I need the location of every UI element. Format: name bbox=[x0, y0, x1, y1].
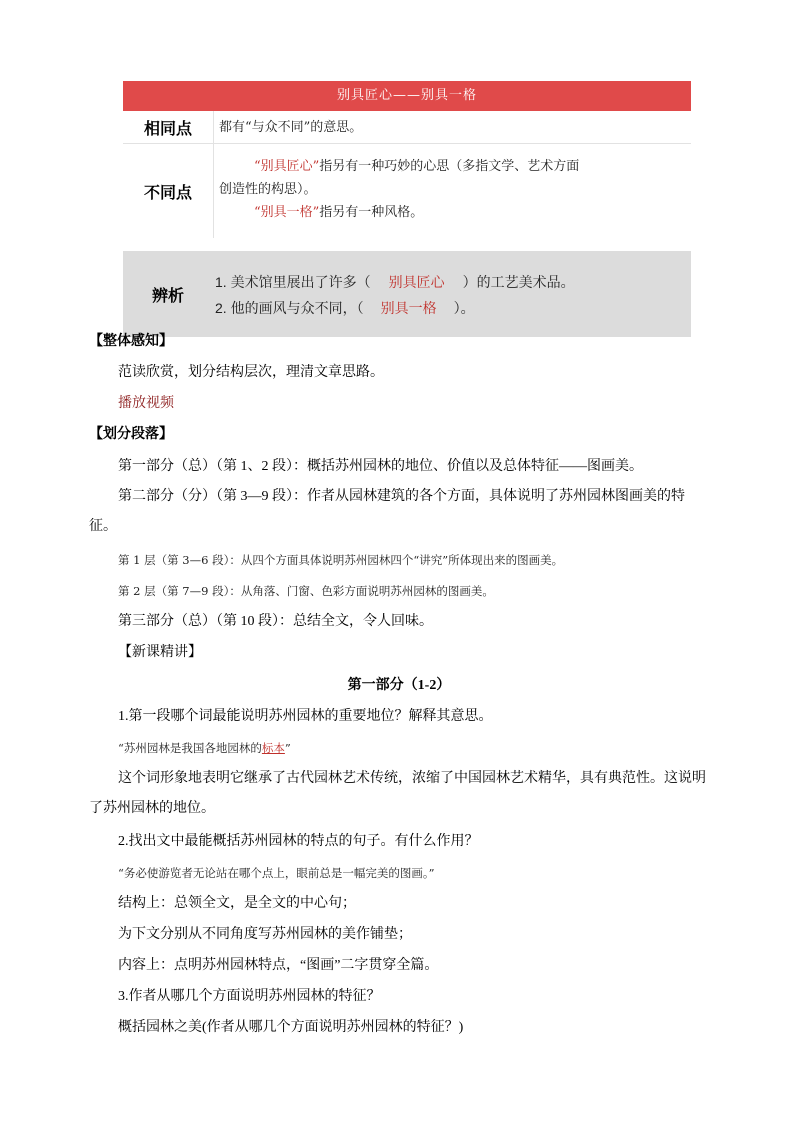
new-title: 【新课精讲】 bbox=[118, 645, 202, 660]
diff-text-1b: 创造性的构思）。 bbox=[219, 182, 317, 197]
same-text: 都有“与众不同”的意思。 bbox=[213, 111, 691, 143]
diff-term-1: “别具匠心” bbox=[254, 159, 320, 174]
part-heading: 第一部分（1-2） bbox=[347, 678, 451, 693]
video-link[interactable]: 播放视频 bbox=[118, 396, 174, 411]
analysis-text bbox=[213, 251, 691, 337]
question-2-quote: “务必使游览者无论站在哪个点上，眼前总是一幅完美的图画。” bbox=[118, 866, 435, 880]
quote-keyword: 标本 bbox=[261, 741, 285, 755]
analysis-item-1: 1. 美术馆里展出了许多（ 别具匠心 ）的工艺美术品。 bbox=[215, 269, 691, 295]
row-diff bbox=[123, 144, 691, 238]
overall-text: 范读欣赏，划分结构层次，理清文章思路。 bbox=[118, 365, 384, 380]
diff-text-1a: 指另有一种巧妙的心思（多指文学、艺术方面 bbox=[319, 159, 580, 174]
question-2-answer-3: 内容上：点明苏州园林特点，“图画”二字贯穿全篇。 bbox=[118, 958, 439, 973]
table-header: 别具匠心——别具一格 bbox=[123, 81, 691, 111]
part-1: 第一部分（总）（第 1、2 段）：概括苏州园林的地位、价值以及总体特征——图画美。 bbox=[118, 459, 643, 474]
diff-term-2: “别具一格” bbox=[254, 205, 320, 220]
layer-2: 第 2 层（第 7—9 段）：从角落、门窗、色彩方面说明苏州园林的图画美。 bbox=[118, 584, 494, 598]
question-3: 3.作者从哪几个方面说明苏州园林的特征？ bbox=[118, 989, 381, 1004]
diff-label: 不同点 bbox=[143, 182, 192, 202]
question-2-answer-1: 结构上：总领全文，是全文的中心句； bbox=[118, 896, 356, 911]
analysis-answer-1: 别具匠心 bbox=[388, 274, 445, 290]
divide-title: 【划分段落】 bbox=[89, 427, 173, 442]
layer-1: 第 1 层（第 3—6 段）：从四个方面具体说明苏州园林四个“讲究”所体现出来的图画美。 bbox=[118, 553, 564, 567]
question-1: 1.第一段哪个词最能说明苏州园林的重要地位？解释其意思。 bbox=[118, 709, 493, 724]
question-1-answer: 这个词形象地表明它继承了古代园林艺术传统，浓缩了中国园林艺术精华，具有典范性。这说明了苏州园林的地位。 bbox=[89, 771, 706, 816]
question-2-answer-2: 为下文分别从不同角度写苏州园林的美作铺垫； bbox=[118, 927, 412, 942]
row-analysis bbox=[123, 251, 691, 337]
question-3-answer: 概括园林之美(作者从哪几个方面说明苏州园林的特征？) bbox=[118, 1020, 464, 1035]
analysis-label: 辨析 bbox=[151, 285, 184, 305]
same-label: 相同点 bbox=[143, 118, 192, 138]
diff-text-2: 指另有一种风格。 bbox=[319, 205, 424, 220]
comparison-table bbox=[123, 81, 691, 337]
question-1-quote: “苏州园林是我国各地园林的标本” bbox=[118, 741, 291, 755]
part-3: 第三部分（总）（第 10 段）：总结全文，令人回味。 bbox=[118, 614, 433, 629]
overall-title: 【整体感知】 bbox=[89, 334, 173, 349]
part-2: 第二部分（分）（第 3—9 段）：作者从园林建筑的各个方面，具体说明了苏州园林图画美的特征。 bbox=[89, 489, 685, 534]
analysis-answer-2: 别具一格 bbox=[380, 300, 437, 316]
row-same bbox=[123, 111, 691, 144]
question-2: 2.找出文中最能概括苏州园林的特点的句子。有什么作用？ bbox=[118, 834, 479, 849]
analysis-item-2: 2. 他的画风与众不同，（ 别具一格 ）。 bbox=[215, 295, 691, 321]
diff-text bbox=[213, 144, 691, 238]
